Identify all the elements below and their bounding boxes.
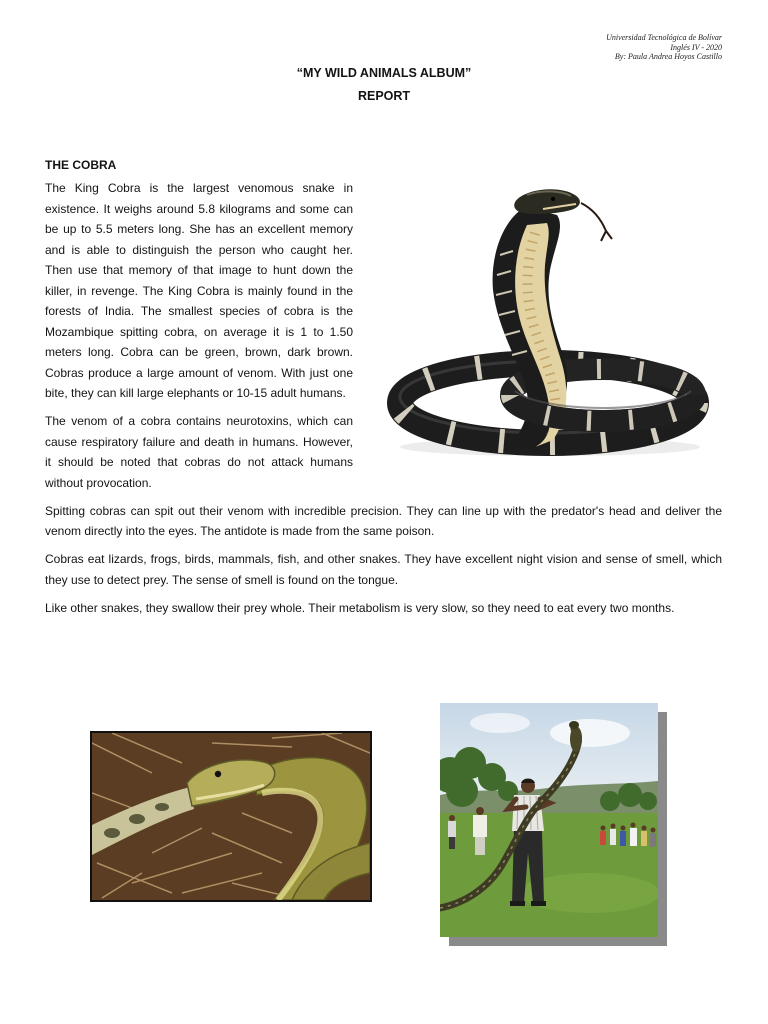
snake-closeup-illustration xyxy=(92,733,370,900)
king-cobra-photo xyxy=(385,185,712,460)
author-name: By: Paula Andrea Hoyos Castillo xyxy=(614,52,722,61)
snake-closeup-photo xyxy=(90,731,372,902)
document-subtitle: REPORT xyxy=(357,89,411,103)
paragraph-metabolism: Like other snakes, they swallow their prey whole. Their metabolism is very slow, so they need to eat every two months. xyxy=(45,600,675,615)
cobra-tongue xyxy=(581,203,612,241)
text-column xyxy=(45,178,353,501)
paragraph-diet: Cobras eat lizards, frogs, birds, mammals, fish, and other snakes. They have excellent night vision and sense of smell, which they use to detect prey. The sense of smell is found on the tongue. xyxy=(45,552,722,587)
section-heading: THE COBRA xyxy=(45,158,117,172)
snake-handler-photo xyxy=(440,703,658,937)
cobra-eye xyxy=(215,771,221,777)
snake-handler-illustration xyxy=(440,703,658,937)
full-width-text xyxy=(45,501,722,619)
header-note xyxy=(606,33,722,62)
report-body xyxy=(45,155,722,626)
king-cobra-illustration xyxy=(385,185,712,460)
paragraph-spitting-cobras: Spitting cobras can spit out their venom with incredible precision. They can line up with the predator's head and deliver the venom directly into the eyes. The antidote is made from the same poison. xyxy=(45,503,722,538)
course-name: Inglés IV - 2020 xyxy=(670,42,722,52)
institution-name: Universidad Tecnológica de Bolívar xyxy=(606,33,722,42)
paragraph-venom: The venom of a cobra contains neurotoxins, which can cause respiratory failure and death in humans. However, it should be noted that cobras do not attack humans without provocation. xyxy=(45,414,353,490)
paragraph-king-cobra: The King Cobra is the largest venomous snake in existence. It weighs around 5.8 kilograms and some can be up to 5.5 meters long. She has an excellent memory and is able to distinguish the person who caught her. Then use that memory of that image to hunt down the killer, in revenge. The King Cobra is mainly found in the forests of India. The smallest species of cobra is the Mozambique spitting cobra, on average it is 1 to 1.50 meters long. Cobra can be green, brown, dark brown. Cobras produce a large amount of venom. With just one bite, they can kill large elephants or 10-15 adult humans. xyxy=(45,181,353,400)
cobra-head xyxy=(514,189,580,214)
cobra-eye xyxy=(551,197,555,201)
document-title-block xyxy=(0,62,768,108)
document-title: “MY WILD ANIMALS ALBUM” xyxy=(296,66,472,80)
intro-row xyxy=(45,178,722,501)
